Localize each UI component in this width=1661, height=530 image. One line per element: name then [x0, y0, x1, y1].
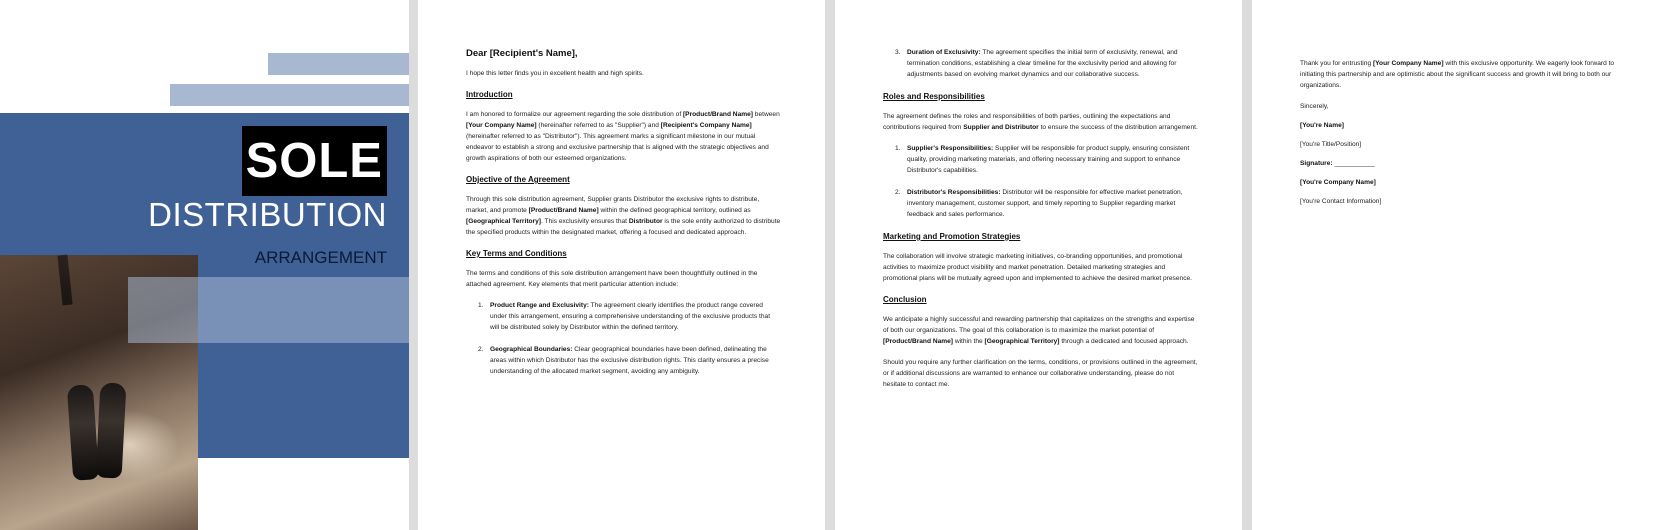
greeting: Dear [Recipient's Name], [466, 48, 578, 59]
list-item: 1. Supplier's Responsibilities: Supplier will be responsible for product supply, ensuring consistent quality, providing marketing materials, and offering necessary training and support to enhance Distributor's capabilities. [895, 145, 1190, 174]
cover-page [0, 0, 409, 530]
thanks-paragraph: Thank you for entrusting [Your Company Name] with this exclusive opportunity. We eagerly look forward to initiating this partnership and are optimistic about the significant success and growth it will bring to both our organizations. [1300, 60, 1615, 89]
signer-title: [You're Title/Position] [1300, 141, 1362, 148]
list-item: 2. Geographical Boundaries: Clear geographical boundaries have been defined, delineating the areas within which Distributor has the exclusive distribution rights. This clarity ensures a precise understanding of the allocated market segment, avoiding any ambiguity. [478, 346, 769, 375]
cover-overlay-block [128, 277, 409, 343]
opening-line: I hope this letter finds you in excellent health and high spirits. [466, 70, 644, 77]
heading-key-terms: Key Terms and Conditions [466, 249, 567, 258]
objective-paragraph: Through this sole distribution agreement, Supplier grants Distributor the exclusive rights to distribute, market, and promote [Product/Brand Name] within the defined geographical territory, outlined as [Geographical Territory]. This exclusivity ensures that Distributor is the sole entity authorized to distribute the specified products within the designated market, offering a focused and dedicated approach. [466, 196, 781, 236]
sign-off: Sincerely, [1300, 103, 1329, 110]
right-shoe-shape [96, 382, 127, 478]
roles-paragraph: The agreement defines the roles and responsibilities of both parties, outlining the expectations and contributions required from Supplier and Distributor to ensure the success of the distribution arrangement. [883, 113, 1198, 131]
list-item: 3. Duration of Exclusivity: The agreement specifies the initial term of exclusivity, renewal, and termination conditions, establishing a clear timeline for the exclusivity period and allowing for adjustments based on evolving market dynamics and our collaborative success. [895, 49, 1178, 78]
letter-page-2 [835, 0, 1242, 530]
left-shoe-shape [67, 384, 100, 481]
decor-bar-second [170, 84, 409, 106]
signer-contact: [You're Contact Information] [1300, 198, 1382, 205]
bag-strap-shape [57, 255, 72, 306]
cover-title-sole: SOLE [242, 126, 387, 196]
decor-bar-top [268, 53, 409, 75]
conclusion-paragraph: We anticipate a highly successful and rewarding partnership that capitalizes on the strengths and expertise of both our organizations. The goal of this collaboration is to maximize the market potential of [Product/Brand Name] within the [Geographical Territory] through a dedicated and focused approach. [883, 316, 1195, 345]
list-item: 1. Product Range and Exclusivity: The agreement clearly identifies the product range covered under this arrangement, ensuring a comprehensive understanding of the exclusive products that will be distributed solely by Distributor within the defined territory. [478, 302, 771, 331]
heading-conclusion: Conclusion [883, 295, 927, 304]
letter-page-3 [1252, 0, 1661, 530]
intro-paragraph: I am honored to formalize our agreement regarding the sole distribution of [Product/Brand Name] between [Your Company Name] (hereinafter referred to as "Supplier") and [Recipient's Company Name] (hereinafter referred to as "Distributor"). This agreement marks a significant milestone in our mutual endeavor to establish a strong and exclusive partnership that is aligned with the strategic objectives and growth aspirations of both our esteemed organizations. [466, 111, 780, 162]
signer-company: [You're Company Name] [1300, 179, 1376, 186]
signature-line: Signature: ___________ [1300, 160, 1375, 167]
marketing-paragraph: The collaboration will involve strategic marketing initiatives, co-branding opportunities, and promotional activities to maximize product visibility and market penetration. Detailed marketing strategies and promotional plans will be mutually agreed upon and implemented to achieve the desired market presence. [883, 253, 1192, 282]
cover-title-distribution: DISTRIBUTION [148, 196, 387, 233]
heading-marketing: Marketing and Promotion Strategies [883, 232, 1021, 241]
signer-name: [You're Name] [1300, 122, 1344, 129]
list-item: 2. Distributor's Responsibilities: Distributor will be responsible for effective market penetration, inventory management, customer support, and timely reporting to Supplier regarding market feedback and sales performance. [895, 189, 1183, 218]
letter-page-1 [418, 0, 825, 530]
closing-paragraph: Should you require any further clarification on the terms, conditions, or provisions outlined in the agreement, or if additional discussions are warranted to enhance our collaborative understanding, please do not hesitate to contact me. [883, 359, 1198, 388]
heading-introduction: Introduction [466, 90, 513, 99]
heading-objective: Objective of the Agreement [466, 175, 570, 184]
heading-roles: Roles and Responsibilities [883, 92, 985, 101]
terms-intro: The terms and conditions of this sole distribution arrangement have been thoughtfully outlined in the attached agreement. Key elements that merit particular attention include: [466, 270, 758, 288]
cover-title-arrangement: ARRANGEMENT [254, 248, 387, 267]
